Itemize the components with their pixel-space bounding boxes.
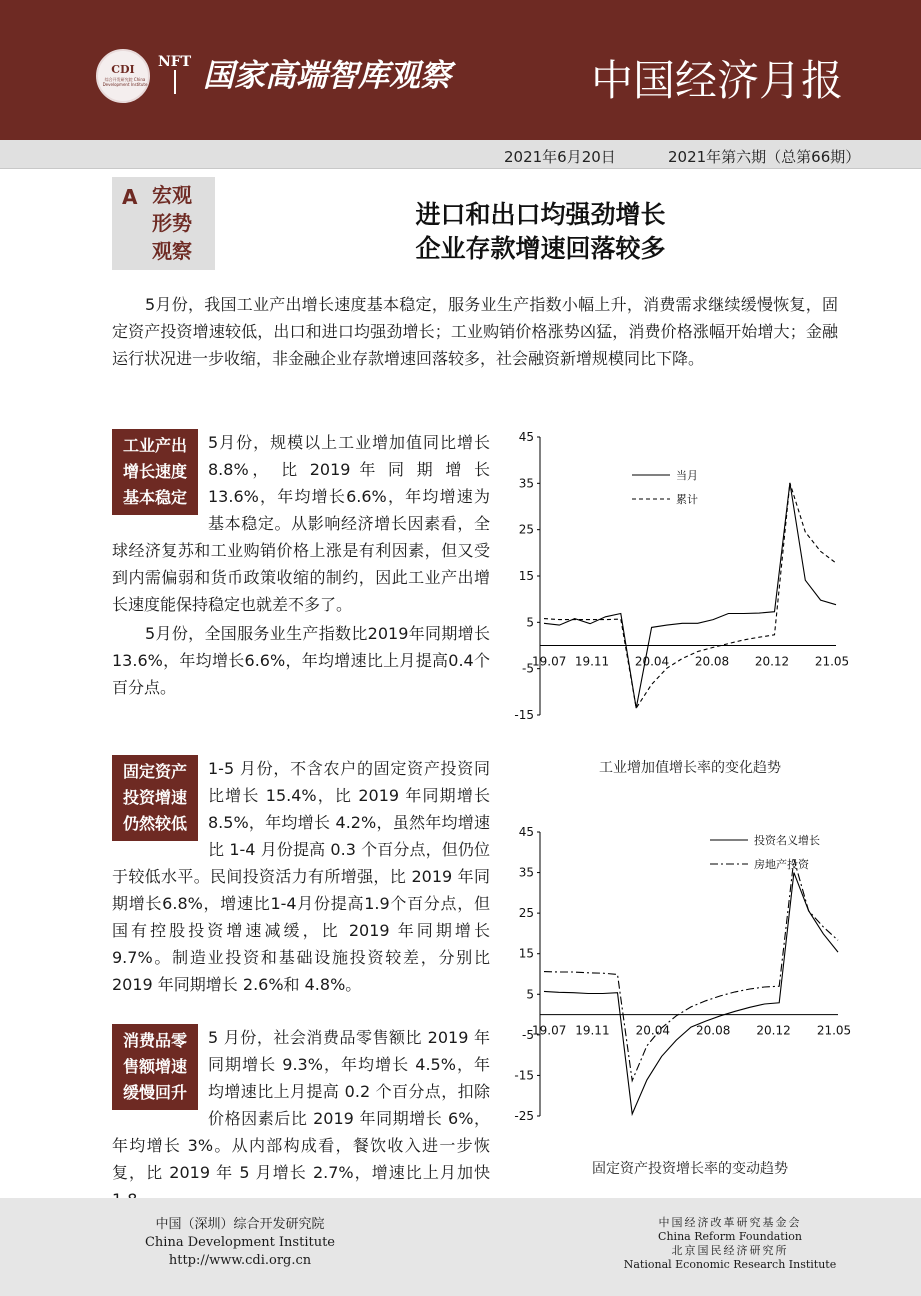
footer-institute-cn: 北京国民经济研究所 [671, 1244, 789, 1257]
x-tick-label: 21.05 [816, 1023, 852, 1038]
y-tick-label: 25 [518, 906, 534, 921]
footer-foundation-cn: 中国经济改革研究基金会 [658, 1216, 802, 1229]
y-tick-label: -15 [514, 1068, 534, 1083]
y-tick-label: -25 [514, 1109, 534, 1122]
y-tick-label: 45 [518, 430, 534, 444]
report-date: 2021年6月20日 [504, 148, 616, 166]
series-line-1 [544, 483, 836, 708]
y-tick-label: 15 [518, 946, 534, 961]
block-tag [112, 429, 198, 515]
footer [0, 1198, 921, 1296]
tag-line: 基本稳定 [122, 488, 187, 507]
headline [0, 198, 921, 266]
y-tick-label: 35 [518, 865, 534, 880]
series-line-2 [544, 859, 838, 1080]
investment-chart [500, 822, 870, 1122]
tag-line: 工业产出 [122, 436, 187, 455]
x-tick-label: 19.07 [532, 1023, 567, 1038]
x-tick-label: 20.08 [694, 654, 730, 669]
x-tick-label: 19.07 [532, 654, 567, 669]
headline-line-1: 进口和出口均强劲增长 [415, 200, 666, 229]
legend-label: 当月 [676, 469, 698, 482]
cdi-logo-sub: 综合开发研究院 China Development Institute [102, 77, 148, 87]
y-tick-label: -5 [522, 661, 534, 676]
industrial-chart [500, 425, 870, 725]
block-paragraph: 5月份，规模以上工业增加值同比增长 8.8%， 比 2019 年 同 期 增 长 13.6%，年均增长6.6%，年均增速为基本稳定。从影响经济增长因素看，全球经济复苏和工业购销价格上涨是有利因素，但又受到内需偏弱和货币政策收缩的制约，因此工业产出增长速度能保持稳定也就差不多了。 [112, 433, 490, 614]
block-tag [112, 755, 198, 841]
intro-paragraph: 5月份，我国工业产出增长速度基本稳定，服务业生产指数小幅上升，消费需求继续缓慢恢复，固定资产投资增速较低，出口和进口均强劲增长；工业购销价格涨势凶猛，消费价格涨幅开始增大；金融运行状况进一步收缩，非金融企业存款增速回落较多，社会融资新增规模同比下降。 [112, 295, 838, 368]
y-tick-label: 45 [518, 825, 534, 839]
y-tick-label: 5 [526, 987, 534, 1002]
tag-line: 缓慢回升 [122, 1083, 187, 1102]
series-line-2 [544, 483, 836, 708]
block-retail-sales [112, 1024, 490, 1213]
section-name-line: 形势 [152, 211, 192, 235]
block-paragraph: 5 月份，社会消费品零售额比 2019 年同期增长 9.3%，年均增长 4.5%，年均增速比上月提高 0.2 个百分点，扣除价格因素后比 2019 年同期增长 6%，年均增长 3%。从内部构成看，餐饮收入进一步恢复，比 2019 年 5 月增长 2.7%，增速比上月加快 [112, 1028, 490, 1182]
tag-line: 固定资产 [122, 762, 187, 781]
cdi-logo [96, 49, 150, 103]
tag-line: 投资增速 [122, 788, 187, 807]
footer-org-en: China Development Institute [144, 1235, 336, 1250]
nct-logo [158, 54, 194, 94]
section-name-line: 宏观 [152, 183, 192, 207]
legend-label: 累计 [676, 493, 698, 506]
date-strip [0, 140, 921, 169]
x-tick-label: 20.04 [635, 1023, 670, 1038]
x-tick-label: 21.05 [814, 654, 850, 669]
footer-org-cn: 中国（深圳）综合开发研究院 [155, 1217, 325, 1232]
y-tick-label: -15 [514, 708, 534, 722]
block-fixed-investment [112, 755, 490, 998]
x-tick-label: 20.12 [756, 1023, 791, 1038]
y-tick-label: 35 [518, 476, 534, 491]
tag-line: 仍然较低 [122, 814, 187, 833]
tag-line: 消费品零 [122, 1031, 187, 1050]
x-tick-label: 20.08 [696, 1023, 731, 1038]
chart-2-caption: 固定资产投资增长率的变动趋势 [592, 1161, 788, 1177]
x-tick-label: 20.04 [634, 654, 670, 669]
y-tick-label: 15 [518, 569, 534, 583]
block-industrial-output [112, 429, 490, 701]
cdi-logo-text: CDI [111, 63, 135, 76]
footer-url[interactable]: http://www.cdi.org.cn [168, 1253, 312, 1268]
tag-line: 增长速度 [122, 462, 187, 481]
legend-label: 房地产投资 [754, 858, 809, 871]
think-tank-title: 国家高端智库观察 [203, 58, 451, 94]
report-title: 中国经济月报 [590, 56, 843, 105]
x-tick-label: 20.12 [754, 654, 790, 669]
y-tick-label: -5 [522, 1027, 534, 1042]
y-tick-label: 25 [518, 522, 534, 537]
block-tag [112, 1024, 198, 1110]
y-tick-label: 5 [526, 615, 534, 630]
footer-left [140, 1216, 340, 1270]
issue-number: 2021年第六期（总第66期） [668, 148, 861, 166]
block-paragraph: 5月份，全国服务业生产指数比2019年同期增长13.6%，年均增长6.6%，年均增速比上月提高0.4个百分点。 [112, 624, 490, 697]
tag-line: 售额增速 [122, 1057, 187, 1076]
block-paragraph: 1-5 月份，不含农户的固定资产投资同比增长 15.4%，比 2019 年同期增长 8.5%，年均增长 4.2%，虽然年均增速比 1-4 月份提高 0.3 个百分点，但仍位于较低水平。民间投资活力有所增强，比 2019 年同期增长6.8%，增速比1-4月份提高1.9个百分点，但国有控股投资增速减缓，比 2019 年同期增长 9.7%。制造业投资和基础设施投资较差，分别比 2019 年同期增长 2.6%和 4.8%。 [112, 759, 490, 994]
section-letter: A [122, 185, 138, 209]
headline-line-2: 企业存款增速回落较多 [415, 234, 666, 263]
x-tick-label: 19.11 [574, 654, 610, 669]
footer-institute-en: National Economic Research Institute [623, 1258, 837, 1271]
section-name-line: 观察 [152, 239, 192, 263]
footer-right [620, 1216, 840, 1272]
chart-1-caption: 工业增加值增长率的变化趋势 [599, 760, 781, 776]
series-line-1 [544, 873, 838, 1114]
header-banner [0, 0, 921, 140]
nct-logo-text: NFT [158, 54, 192, 70]
x-tick-label: 19.11 [575, 1023, 610, 1038]
footer-foundation-en: China Reform Foundation [658, 1230, 802, 1243]
legend-label: 投资名义增长 [754, 834, 820, 847]
